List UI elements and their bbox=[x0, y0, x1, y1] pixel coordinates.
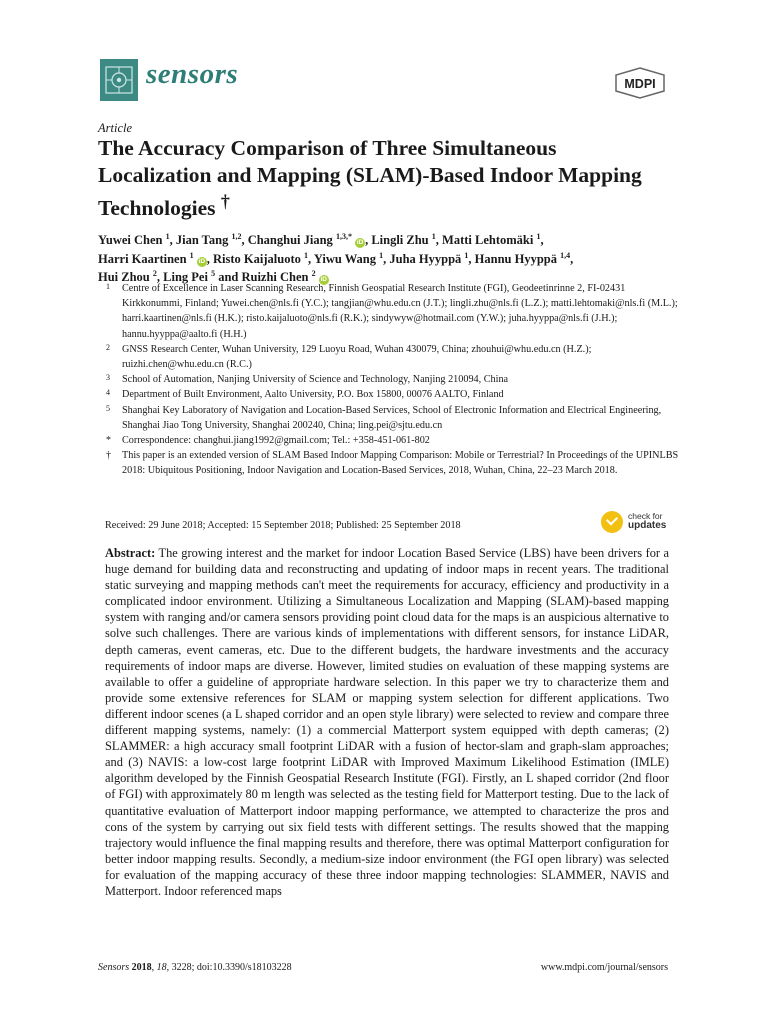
author-separator: , bbox=[169, 233, 176, 247]
affiliation-text: This paper is an extended version of SLAM Based Indoor Mapping Comparison: Mobile or Terrestrial? In Proceedings of the UPINLBS 2018: Ubiquitous Positioning, Indoor Navigation and Location-Based Services, 2018, Wuhan, China, 22–23 March 2018. bbox=[122, 450, 679, 477]
author-affiliation-mark: 1 bbox=[379, 250, 384, 260]
author bbox=[371, 233, 435, 247]
author-list bbox=[98, 231, 678, 287]
footer-year: 2018 bbox=[131, 962, 152, 973]
affiliation-item bbox=[98, 433, 683, 448]
footer-journal: Sensors bbox=[98, 962, 130, 973]
affiliation-text: GNSS Research Center, Wuhan University, 129 Luoyu Road, Wuhan 430079, China; zhouhui@whu.edu.cn (H.Z.); ruizhi.chen@whu.edu.cn (R.C.) bbox=[122, 343, 592, 371]
abstract-label: Abstract: bbox=[105, 546, 156, 560]
author-separator: , bbox=[241, 233, 248, 247]
affiliation-item bbox=[98, 342, 683, 372]
title-footnote-mark: † bbox=[220, 191, 230, 211]
author-name: Yuwei Chen bbox=[98, 233, 163, 247]
author-separator: , bbox=[308, 251, 314, 266]
affiliation-mark: * bbox=[106, 435, 111, 447]
author-name: Juha Hyyppä bbox=[389, 251, 462, 266]
author bbox=[213, 252, 308, 266]
author-name: Jian Tang bbox=[175, 233, 229, 247]
author bbox=[475, 252, 570, 266]
author-name: Matti Lehtomäki bbox=[442, 233, 534, 247]
mdpi-logo-text: MDPI bbox=[624, 77, 656, 91]
affiliation-item bbox=[98, 281, 683, 342]
author-affiliation-mark: 5 bbox=[211, 268, 216, 278]
check-updates-icon bbox=[601, 511, 623, 533]
journal-name: sensors bbox=[146, 58, 239, 90]
author-affiliation-mark: 1 bbox=[464, 250, 469, 260]
author bbox=[248, 233, 365, 247]
journal-logo-graphic bbox=[100, 59, 138, 101]
affiliation-mark: † bbox=[106, 450, 111, 462]
author-separator: , bbox=[365, 233, 372, 247]
author-affiliation-mark: 1,2 bbox=[231, 231, 242, 241]
author-name: Lingli Zhu bbox=[371, 233, 429, 247]
author-separator: , bbox=[383, 251, 390, 266]
affiliation-item bbox=[98, 403, 683, 433]
author-affiliation-mark: 1,3,* bbox=[335, 231, 352, 241]
abstract-text: The growing interest and the market for indoor Location Based Service (LBS) have been drivers for a huge demand for building data and reconstructing and updating of indoor maps in recent years. The traditional static surveying and mapping methods can't meet the requirements for accuracy, efficiency and productivity in a complicated indoor environment. Utilizing a Simultaneous Localization and Mapping (SLAM)-based mapping system with ranging and/or camera sensors providing point cloud data for the maps is an auspicious alternative to solve such challenges. There are various kinds of implementations with different sensors, for instance LiDAR, depth cameras, event cameras, etc. Due to the different budgets, the hardware investments and the accuracy requirements of indoor maps are diverse. However, limited studies on evaluation of these mapping systems are available to offer a guideline of appropriate hardware selection. In this paper we try to characterize them and provide some extensive references for SLAM or mapping system selection for different applications. Two different indoor scenes (a L shaped corridor and an open style library) were selected to review and compare three different mapping systems, namely: (1) a commercial Matterport system equipped with depth cameras; (2) SLAMMER: a high accuracy small footprint LiDAR with a fusion of hector-slam and graph-slam approaches; and (3) NAVIS: a low-cost large footprint LiDAR with Improved Maximum Likelihood Estimation (IMLE) algorithm developed by the Finnish Geospatial Research Institute (FGI). Firstly, an L shaped corridor (2nd floor of FGI) with approximately 80 m length was selected as the testing field for Matterport testing. Due to the lack of quantitative evaluation of Matterport indoor mapping performance, we attempted to characterize the pros and cons of the system by carrying out six field tests with different settings. The results showed that the mapping trajectory would influence the final mapping results and therefore, there was optimal Matterport configuration for better indoor mapping results. Secondly, a medium-size indoor environment (the FGI open library) was selected for evaluation of the mapping accuracy of these three indoor mapping technologies: SLAMMER, NAVIS and Matterport. Indoor referenced maps bbox=[105, 546, 670, 898]
affiliation-mark: 4 bbox=[106, 388, 110, 398]
author-affiliation-mark: 1,4 bbox=[560, 250, 571, 260]
abstract bbox=[105, 545, 669, 899]
author bbox=[314, 252, 383, 266]
affiliation-item bbox=[98, 372, 683, 387]
orcid-icon[interactable]: iD bbox=[198, 257, 206, 265]
author-affiliation-mark: 1 bbox=[304, 250, 309, 260]
check-updates-line1: check for bbox=[628, 511, 663, 521]
author bbox=[176, 233, 242, 247]
author-affiliation-mark: 1 bbox=[189, 250, 194, 260]
footer-url[interactable]: www.mdpi.com/journal/sensors bbox=[540, 962, 668, 973]
author-name: Changhui Jiang bbox=[247, 233, 333, 247]
affiliation-mark: 2 bbox=[106, 342, 110, 352]
affiliation-item bbox=[98, 448, 683, 478]
affiliation-text: Centre of Excellence in Laser Scanning Research, Finnish Geospatial Research Institute (FGI), Geodeetinrinne 2, FI-02431 Kirkkonummi, Finland; Yuwei.chen@nls.fi (Y.C.); tangjian@whu.edu.cn (J.T.); lingli.zhu@nls.fi (L.Z.); matti.lehtomaki@nls.fi (M.L.); harri.kaartinen@nls.fi (H.K.); risto.kaijaluoto@nls.fi (R.K.); sindywyw@hotmail.com (Y.W.); juha.hyyppa@nls.fi (J.H.); hannu.hyyppa@aalto.fi (H.H.) bbox=[122, 283, 678, 340]
check-updates-line2: updates bbox=[628, 520, 667, 531]
author bbox=[98, 233, 170, 247]
author-separator: , bbox=[540, 233, 544, 247]
author-separator: , bbox=[206, 251, 214, 266]
author-separator: , bbox=[156, 270, 164, 284]
affiliation-text: Department of Built Environment, Aalto University, P.O. Box 15800, 00076 AALTO, Finland bbox=[122, 389, 504, 401]
affiliation-mark: 3 bbox=[106, 373, 110, 383]
author-separator: , bbox=[570, 251, 574, 266]
author-affiliation-mark: 2 bbox=[152, 268, 157, 278]
orcid-icon[interactable]: iD bbox=[356, 239, 364, 246]
author-affiliation-mark: 1 bbox=[431, 231, 436, 241]
author bbox=[98, 252, 207, 266]
paper-title bbox=[98, 135, 658, 222]
footer-citation: Sensors 2018, 18, 3228; doi:10.3390/s18103228 bbox=[98, 962, 292, 973]
author-name: Risto Kaijaluoto bbox=[213, 251, 301, 266]
author-name: Hannu Hyyppä bbox=[474, 251, 557, 266]
author-name: Harri Kaartinen bbox=[98, 251, 187, 266]
affiliation-text: School of Automation, Nanjing University of Science and Technology, Nanjing 210094, China bbox=[122, 374, 509, 386]
affiliation-mark: 5 bbox=[106, 403, 110, 413]
author-affiliation-mark: 1 bbox=[536, 231, 541, 241]
article-type: Article bbox=[98, 121, 133, 135]
author-name: Hui Zhou bbox=[98, 270, 150, 284]
author-affiliation-mark: 1 bbox=[165, 231, 170, 241]
author-separator: , bbox=[435, 233, 443, 247]
author-name: Yiwu Wang bbox=[313, 251, 376, 266]
publication-dates: Received: 29 June 2018; Accepted: 15 September 2018; Published: 25 September 2018 bbox=[105, 520, 461, 531]
check-for-updates-badge[interactable] bbox=[601, 509, 681, 541]
journal-logo bbox=[100, 59, 138, 101]
orcid-icon[interactable]: iD bbox=[320, 276, 327, 283]
affiliation-mark: 1 bbox=[106, 282, 110, 291]
mdpi-logo bbox=[613, 67, 667, 99]
paper-title-text: The Accuracy Comparison of Three Simultaneous Localization and Mapping (SLAM)-Based Indoor Mapping Technologies bbox=[98, 136, 642, 221]
affiliation-item bbox=[98, 387, 683, 402]
affiliation-list bbox=[98, 281, 683, 479]
author bbox=[442, 233, 540, 247]
author-affiliation-mark: 2 bbox=[311, 268, 316, 278]
affiliation-text: Correspondence: changhui.jiang1992@gmail.com; Tel.: +358-451-061-802 bbox=[122, 435, 430, 447]
author-name: Ruizhi Chen bbox=[241, 270, 309, 284]
footer-volume: 18 bbox=[156, 962, 167, 973]
author-name: Ling Pei bbox=[163, 270, 208, 284]
author-separator: , bbox=[468, 251, 475, 266]
footer-doi: , 3228; doi:10.3390/s18103228 bbox=[166, 962, 292, 973]
author-separator: and bbox=[215, 270, 242, 284]
affiliation-text: Shanghai Key Laboratory of Navigation and Location-Based Services, School of Electronic Information and Electrical Engineering, Shanghai Jiao Tong University, Shanghai 200240, China; ling.pei@sjtu.edu.cn bbox=[122, 404, 662, 431]
author bbox=[389, 252, 468, 266]
